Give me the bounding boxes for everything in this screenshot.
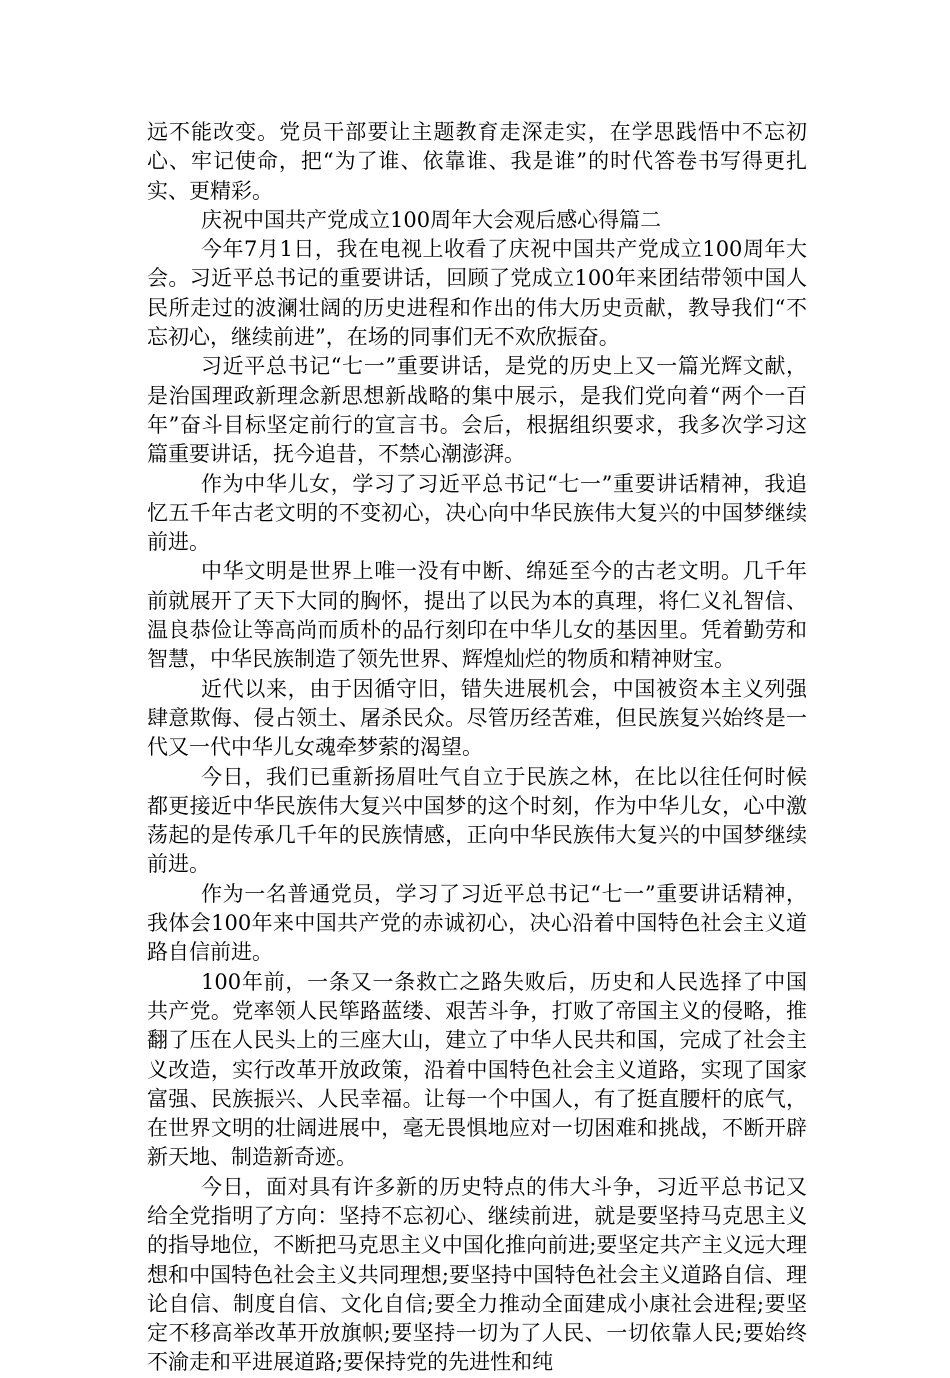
paragraph: 今年7月1日，我在电视上收看了庆祝中国共产党成立100周年大会。习近平总书记的重要讲话，回顾了党成立100年来团结带领中国人民所走过的波澜壮阔的历史进程和作出的伟大历史贡献，教导我们“不忘初心，继续前进”，在场的同事们无不欢欣振奋。 <box>147 237 807 350</box>
paragraph-continuation: 远不能改变。党员干部要让主题教育走深走实，在学思践悟中不忘初心、牢记使命，把“为了谁、依靠谁、我是谁”的时代答卷书写得更扎实、更精彩。 <box>147 120 807 203</box>
paragraph: 100年前，一条又一条救亡之路失败后，历史和人民选择了中国共产党。党率领人民筚路蓝缕、艰苦斗争，打败了帝国主义的侵略，推翻了压在人民头上的三座大山，建立了中华人民共和国，完成了社会主义改造，实行改革开放政策，沿着中国特色社会主义道路，实现了国家富强、民族振兴、人民幸福。让每一个中国人，有了挺直腰杆的底气，在世界文明的壮阔进展中，毫无畏惧地应对一切困难和挑战，不断开辟新天地、制造新奇迹。 <box>147 969 807 1170</box>
paragraph: 近代以来，由于因循守旧，错失进展机会，中国被资本主义列强肆意欺侮、侵占领土、屠杀民众。尽管历经苦难，但民族复兴始终是一代又一代中华儿女魂牵梦萦的渴望。 <box>147 676 807 760</box>
paragraph: 今日，面对具有许多新的历史特点的伟大斗争，习近平总书记又给全党指明了方向：坚持不忘初心、继续前进，就是要坚持马克思主义的指导地位，不断把马克思主义中国化推向前进;要坚定共产主义远大理想和中国特色社会主义共同理想;要坚持中国特色社会主义道路自信、理论自信、制度自信、文化自信;要全力推动全面建成小康社会进程;要坚定不移高举改革开放旗帜;要坚持一切为了人民、一切依靠人民;要始终不渝走和平进展道路;要保持党的先进性和纯 <box>147 1174 807 1375</box>
paragraph: 今日，我们已重新扬眉吐气自立于民族之林，在比以往任何时候都更接近中华民族伟大复兴中国梦的这个时刻，作为中华儿女，心中激荡起的是传承几千年的民族情感，正向中华民族伟大复兴的中国梦继续前进。 <box>147 764 807 877</box>
section-title: 庆祝中国共产党成立100周年大会观后感心得篇二 <box>201 207 662 232</box>
paragraph: 作为一名普通党员，学习了习近平总书记“七一”重要讲话精神，我体会100年来中国共产党的赤诚初心，决心沿着中国特色社会主义道路自信前进。 <box>147 881 807 965</box>
paragraph: 习近平总书记“七一”重要讲话，是党的历史上又一篇光辉文献，是治国理政新理念新思想新战略的集中展示，是我们党向着“两个一百年”奋斗目标坚定前行的宣言书。会后，根据组织要求，我多次学习这篇重要讲话，抚今追昔，不禁心潮澎湃。 <box>147 354 807 467</box>
document-body <box>147 118 807 1378</box>
paragraph: 作为中华儿女，学习了习近平总书记“七一”重要讲话精神，我追忆五千年古老文明的不变初心，决心向中华民族伟大复兴的中国梦继续前进。 <box>147 471 807 555</box>
paragraph: 中华文明是世界上唯一没有中断、绵延至今的古老文明。几千年前就展开了天下大同的胸怀，提出了以民为本的真理，将仁义礼智信、温良恭俭让等高尚而质朴的品行刻印在中华儿女的基因里。凭着勤劳和智慧，中华民族制造了领先世界、辉煌灿烂的物质和精神财宝。 <box>147 559 807 672</box>
